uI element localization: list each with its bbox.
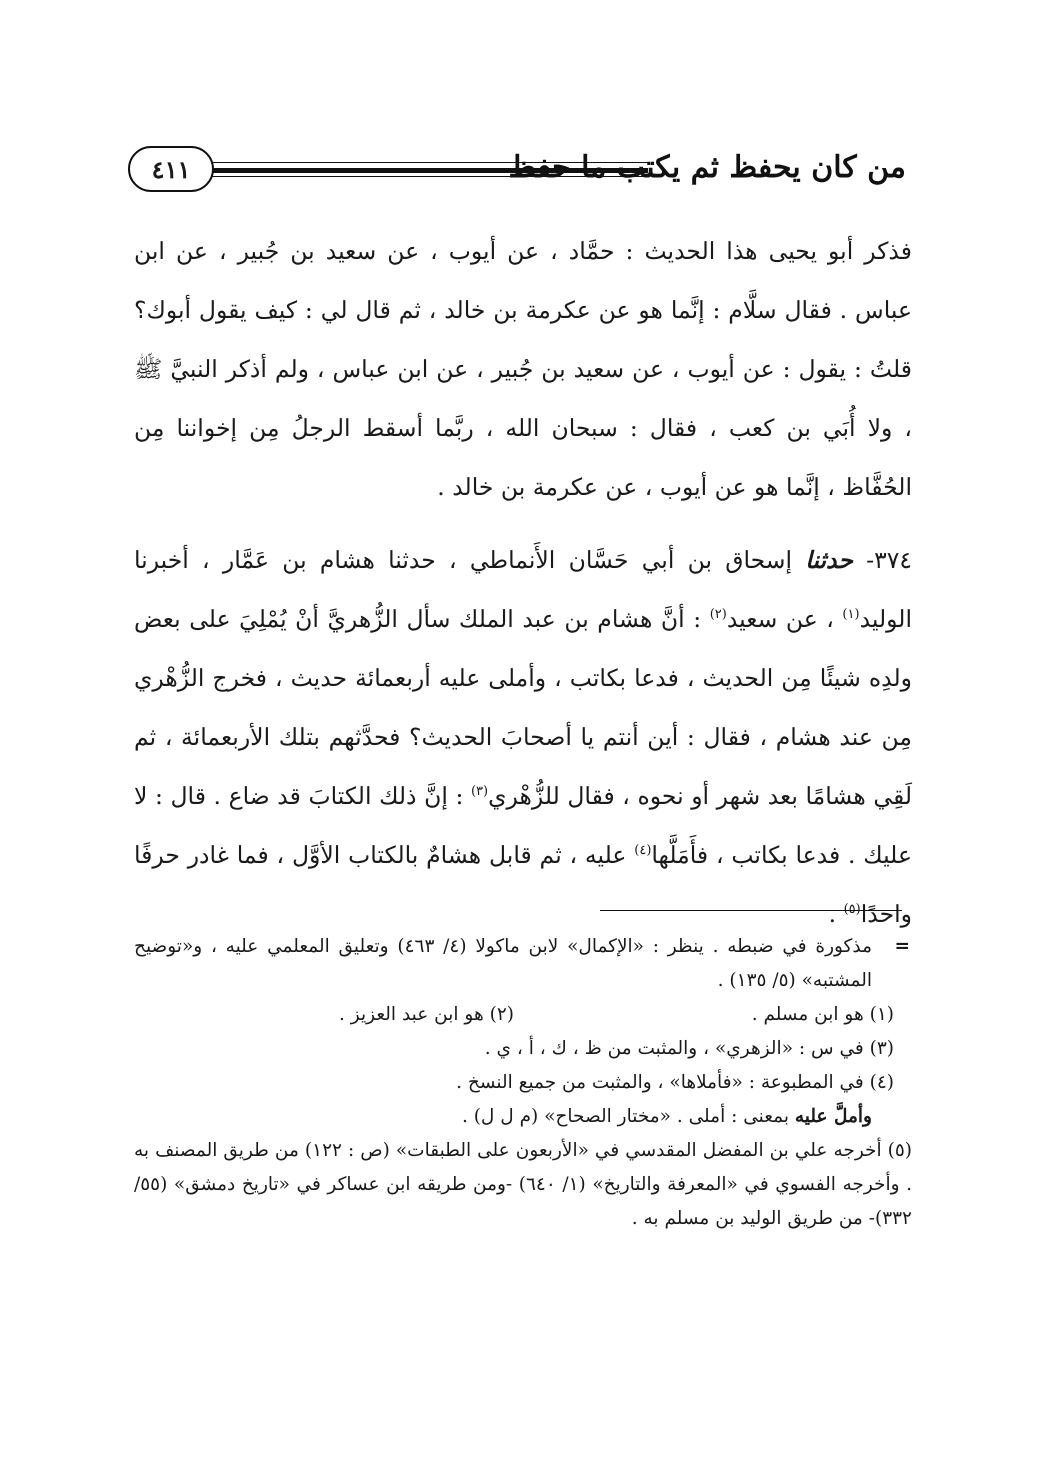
footnote-continued	[134, 930, 912, 998]
footnote-row	[134, 998, 912, 1032]
footnote-text: بمعنى : أملى . «مختار الصحاح» (م ل ل) .	[461, 1106, 789, 1127]
text-span: : إنَّ ذلك الكتابَ قد ضاع . قال : لا عليك . فدعا بكاتب ، فأَمَلَّها	[134, 782, 912, 869]
running-title: من كان يحفظ ثم يكتب ما حفظ	[508, 150, 906, 185]
footnote-ref: (١)	[842, 607, 860, 623]
page-header	[128, 142, 906, 208]
footnote-ref: (٤)	[634, 843, 652, 859]
paragraph: فذكر أبو يحيى هذا الحديث : حمَّاد ، عن أيوب ، عن سعيد بن جُبير ، عن ابن عباس . فقال سلَّام : إنَّما هو عن عكرمة بن خالد ، ثم قال لي : كيف يقول أبوك؟ قلتُ : يقول : عن أيوب ، عن سعيد بن جُبير ، عن ابن عباس ، ولم أذكر النبيَّ ﷺ ، ولا أُبَي بن كعب ، فقال : سبحان الله ، ربَّما أسقط الرجلُ مِن إخواننا مِن الحُفَّاظ ، إنَّما هو عن أيوب ، عن عكرمة بن خالد .	[134, 237, 912, 501]
page-number-text: ٤١١	[151, 154, 191, 184]
footnote-ref: (٥)	[843, 902, 861, 918]
footnote-text: مذكورة في ضبطه . ينظر : «الإكمال» لابن ماكولا (٤/ ٤٦٣) وتعليق المعلمي عليه ، و«توضيح المشتبه» (٥/ ١٣٥) .	[134, 936, 872, 991]
page-number	[128, 146, 214, 192]
text-span: .	[828, 900, 837, 928]
continuation-mark: =	[894, 936, 910, 957]
hadith-number: ٣٧٤-	[866, 546, 912, 574]
footnote-3: (٣) في س : «الزهري» ، والمثبت من ظ ، ك ، أ ، ي .	[484, 1038, 894, 1059]
footnote-2: (٢) هو ابن عبد العزيز .	[339, 1004, 514, 1025]
footnote-ref: (٣)	[470, 784, 489, 800]
footnotes	[134, 930, 912, 1236]
paragraph	[134, 531, 912, 944]
bold-term: وأملَّ عليه	[794, 1106, 872, 1127]
header-rule	[206, 162, 648, 163]
footnote-5: (٥) أخرجه علي بن المفضل المقدسي في «الأربعون على الطبقات» (ص : ١٢٢) من طريق المصنف به . وأخرجه الفسوي في «المعرفة والتاريخ» (١/ ٦٤٠) -ومن طريقه ابن عساكر في «تاريخ دمشق» (٥٥/ ٣٣٢)- من طريق الوليد بن مسلم به .	[134, 1140, 913, 1229]
main-text	[134, 222, 912, 944]
footnote-4: (٤) في المطبوعة : «فأملاها» ، والمثبت من جميع النسخ .	[456, 1072, 894, 1093]
haddathana-word: حدثنا	[805, 546, 853, 574]
text-span: : أنَّ هشام بن عبد الملك سأل الزُّهريَّ أنْ يُمْلِيَ على بعض ولدِه شيئًا مِن الحديث ، فدعا بكاتب ، وأملى عليه أربعمائة حديث ، فخرج الزُّهْري مِن عند هشام ، فقال : أين أنتم يا أصحابَ الحديث؟ فحدَّثهم بتلك الأربعمائة ، ثم لَقِي هشامًا بعد شهر أو نحوه ، فقال للزُّهْري	[134, 605, 912, 810]
header-rule	[206, 168, 648, 173]
text-span: إسحاق بن أبي حَسَّان الأَنماطي ، حدثنا هشام بن عَمَّار ، أخبرنا الوليد	[134, 546, 912, 633]
text-span: ، عن سعيد	[726, 605, 834, 633]
header-rule	[206, 176, 648, 177]
footnote-ref: (٢)	[709, 607, 727, 623]
footnote-separator	[600, 910, 902, 911]
footnote-4-note	[134, 1100, 912, 1134]
footnote-1: (١) هو ابن مسلم .	[751, 1004, 894, 1025]
text-span: عليه ، ثم قابل هشامٌ بالكتاب الأوَّل ، فما غادر حرفًا واحدًا	[134, 841, 912, 928]
